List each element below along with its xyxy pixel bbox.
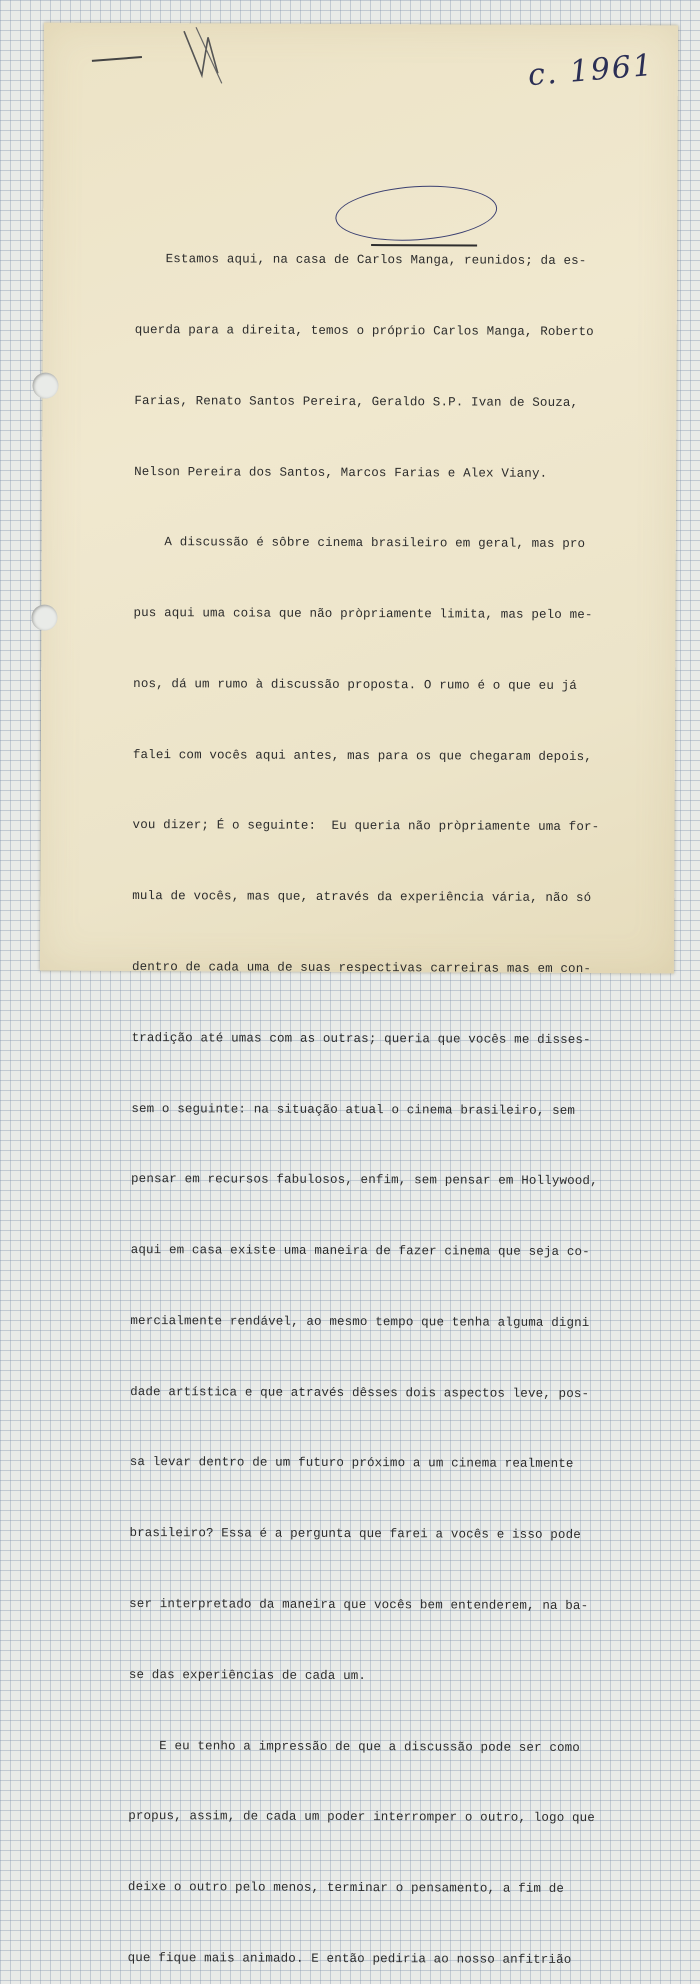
typed-transcript-body (127, 201, 655, 1984)
text-line: nos, dá um rumo à discussão proposta. O rumo é o que eu já (133, 676, 577, 693)
text-line: Nelson Pereira dos Santos, Marcos Farias e Alex Viany. (134, 464, 548, 481)
punch-hole-top (32, 373, 58, 399)
text-line: pensar em recursos fabulosos, enfim, sem pensar em Hollywood, (130, 1172, 598, 1189)
text-line: deixe o outro pelo menos, terminar o pensamento, a fim de (127, 1880, 565, 1897)
text-line: propus, assim, de cada um poder interromper o outro, logo que (128, 1809, 596, 1826)
text-line: Estamos aqui, na casa de Carlos Manga, reunidos; da es- (135, 252, 587, 269)
punch-hole-bottom (31, 605, 57, 631)
text-line: Farias, Renato Santos Pereira, Geraldo S.P. Ivan de Souza, (134, 393, 579, 410)
text-line: falei com vocês aqui antes, mas para os que chegaram depois, (132, 747, 592, 764)
handwritten-mark-icon (84, 23, 224, 94)
text-line: vou dizer; É o seguinte: Eu queria não pròpriamente uma for- (132, 818, 600, 835)
text-line: dade artística e que através dêsses dois aspectos leve, pos- (130, 1384, 590, 1401)
text-line: sem o seguinte: na situação atual o cinema brasileiro, sem (131, 1101, 576, 1118)
text-line: se das experiências de cada um. (128, 1667, 367, 1683)
text-line: querda para a direita, temos o próprio Carlos Manga, Roberto (134, 322, 594, 339)
text-line: E eu tenho a impressão de que a discussão pode ser como (128, 1738, 581, 1755)
text-line: dentro de cada uma de suas respectivas carreiras mas em con- (131, 960, 592, 977)
text-line: pus aqui uma coisa que não pròpriamente limita, mas pelo me- (133, 606, 593, 623)
text-line: mercialmente rendável, ao mesmo tempo que tenha alguma digni (130, 1313, 590, 1330)
text-line: aqui em casa existe uma maneira de fazer cinema que seja co- (130, 1243, 590, 1260)
handwritten-date: c. 1961 (526, 47, 656, 94)
text-line: mula de vocês, mas que, através da experiência vária, não só (132, 889, 592, 906)
text-line: tradição até umas com as outras; queria que vocês me disses- (131, 1030, 591, 1047)
text-line: brasileiro? Essa é a pergunta que farei a vocês e isso pode (129, 1526, 581, 1543)
text-line: ser interpretado da maneira que vocês bem entenderem, na ba- (129, 1597, 589, 1614)
text-line: sa levar dentro de um futuro próximo a um cinema realmente (129, 1455, 574, 1472)
text-line: que fique mais animado. E então pediria ao nosso anfitrião (127, 1950, 572, 1967)
typewritten-page (40, 23, 678, 1967)
text-line: A discussão é sôbre cinema brasileiro em geral, mas pro (133, 535, 586, 552)
